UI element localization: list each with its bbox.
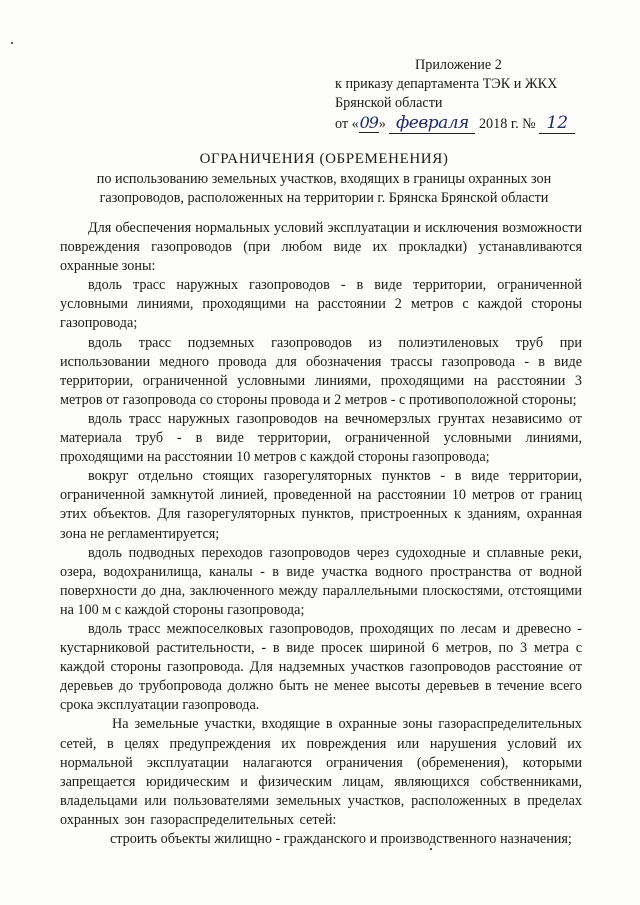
scan-speck [11, 42, 13, 44]
document-subtitle-line-1: по использованию земельных участков, входящих в границы охранных зон [96, 171, 552, 187]
paragraph-outdoor-pipelines: вдоль трасс наружных газопроводов - в виде территории, ограниченной условными линиями, проходящими на расстоянии 2 метров с каждой стороны газопровода; [60, 277, 582, 332]
paragraph-permafrost-pipelines: вдоль трасс наружных газопроводов на вечномерзлых грунтах независимо от материала труб - в виде территории, ограниченной условными линиями, проходящими на расстоянии 10 метров с каждой стороны газопровода; [60, 410, 582, 466]
annex-title: Приложение 2 [415, 57, 502, 73]
document-title-block [40, 150, 608, 208]
handwritten-day: 09 [359, 113, 378, 132]
paragraph-underground-pipelines: вдоль трасс подземных газопроводов из полиэтиленовых труб при использовании медного провода для обозначения трассы газопровода - в виде территории, ограниченной условными линиями, проходящими на расстоянии 3 метров от газопровода со стороны провода и 2 метров - с противоположной стороны; [60, 334, 582, 408]
date-prefix: от « [335, 116, 359, 132]
annex-region: Брянской области [335, 95, 443, 111]
paragraph-underwater-crossings: вдоль подводных переходов газопроводов через судоходные и сплавные реки, озера, водохранилища, каналы - в виде участка водного пространства от водной поверхности до дна, заключенного между параллельными плоскостями, отстоящими на 100 м с каждой стороны газопровода; [60, 544, 582, 618]
document-subtitle-line-2: газопроводов, расположенных на территории г. Брянска Брянской области [99, 190, 549, 206]
handwritten-order-number: 12 [539, 114, 575, 134]
paragraph-restrictions: На земельные участки, входящие в охранные зоны газораспределительных сетей, в целях предупреждения их повреждения или нарушения условий их нормальной эксплуатации налагаются ограничения (обременения), которыми запрещается юридическим и физическим лицам, являющихся собственниками, владельцами или пользователями земельных участков, расположенных в пределах охранных зон газораспределительных сетей: [60, 716, 582, 828]
handwritten-month: февраля [389, 114, 475, 134]
date-year: 2018 г. № [478, 116, 536, 132]
annex-order-ref: к приказу департамента ТЭК и ЖКХ [335, 76, 558, 92]
paragraph-regulator-points: вокруг отдельно стоящих газорегуляторных пунктов - в виде территории, ограниченной замкнутой линией, проведенной на расстоянии 10 метров от границ этих объектов. Для газорегуляторных пунктов, пристроенных к зданиям, охранная зона не регламентируется; [60, 468, 582, 542]
paragraph-prohibition-construction: строить объекты жилищно - гражданского и производственного назначения; [110, 831, 572, 847]
date-quote-close: » [378, 116, 386, 132]
annex-header [335, 56, 615, 134]
paragraph-intersettlement-pipelines: вдоль трасс межпоселковых газопроводов, проходящих по лесам и древесно - кустарниковой растительности, - в виде просек шириной 6 метров, по 3 метра с каждой стороны газопровода. Для надземных участков газопроводов расстояние от деревьев до трубопровода должно быть не менее высоты деревьев в течение всего срока эксплуатации газопровода. [60, 620, 582, 714]
annex-date-line [335, 113, 615, 134]
document-body [60, 219, 582, 849]
document-title: ОГРАНИЧЕНИЯ (ОБРЕМЕНЕНИЯ) [199, 151, 449, 167]
paragraph-intro: Для обеспечения нормальных условий эксплуатации и исключения возможности повреждения газопроводов (при любом виде их прокладки) устанавливаются охранные зоны: [60, 220, 582, 275]
